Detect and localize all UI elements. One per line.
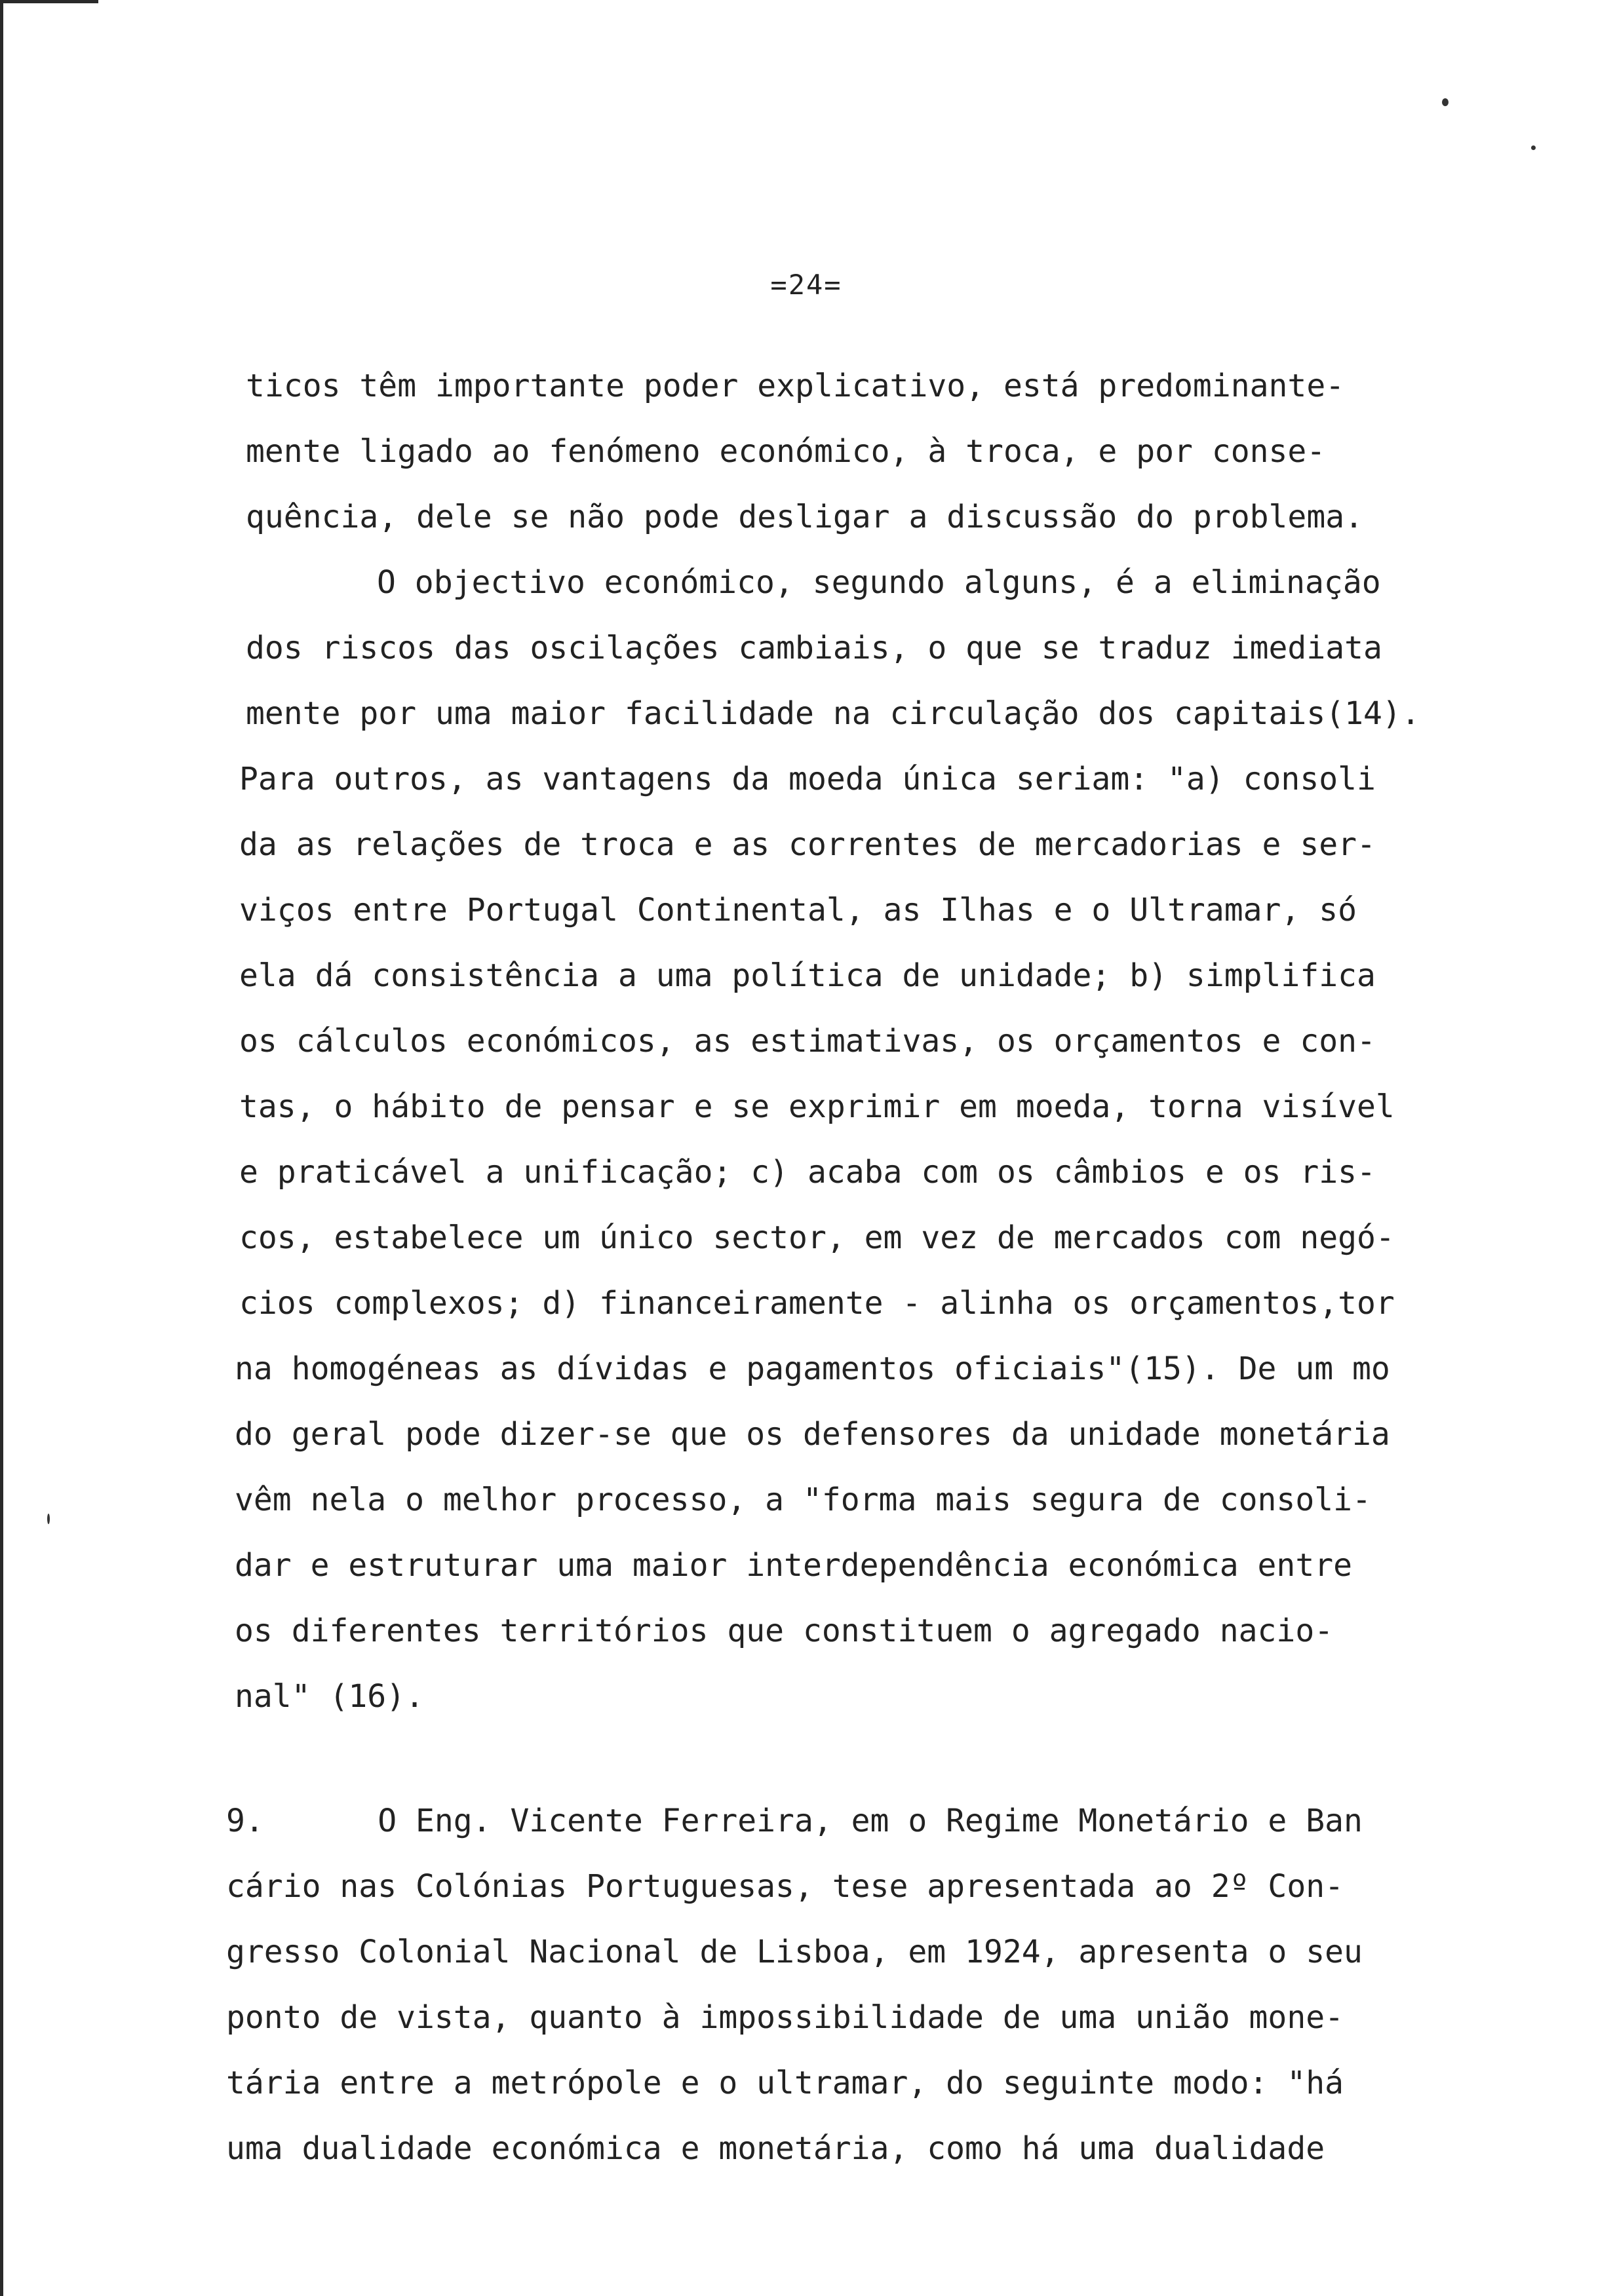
text-line: O objectivo económico, segundo alguns, é a eliminação (377, 564, 1381, 601)
scan-speck (1531, 145, 1536, 150)
text-line: dos riscos das oscilações cambiais, o que se traduz imediata (246, 630, 1382, 666)
text-line: os diferentes territórios que constituem o agregado nacio- (235, 1613, 1334, 1649)
text-line: tas, o hábito de pensar e se exprimir em moeda, torna visível (239, 1088, 1395, 1125)
text-line: gresso Colonial Nacional de Lisboa, em 1924, apresenta o seu (226, 1934, 1363, 1970)
text-line: nal" (16). (235, 1678, 424, 1715)
text-line: cos, estabelece um único sector, em vez de mercados com negó- (239, 1219, 1395, 1256)
scan-speck (1442, 98, 1449, 106)
scan-speck (47, 1514, 50, 1524)
text-line: mente ligado ao fenómeno económico, à troca, e por conse- (246, 433, 1326, 470)
text-line: cios complexos; d) financeiramente - alinha os orçamentos,tor (239, 1285, 1395, 1322)
text-line: mente por uma maior facilidade na circulação dos capitais(14). (246, 695, 1420, 732)
text-line: quência, dele se não pode desligar a discussão do problema. (246, 499, 1364, 535)
text-line: do geral pode dizer-se que os defensores da unidade monetária (235, 1416, 1390, 1453)
text-line: ela dá consistência a uma política de unidade; b) simplifica (239, 957, 1376, 994)
text-line: 9. O Eng. Vicente Ferreira, em o Regime Monetário e Ban (226, 1803, 1363, 1839)
text-line: Para outros, as vantagens da moeda única seriam: "a) consoli (239, 761, 1376, 797)
scan-border-top (0, 0, 98, 3)
text-line: e praticável a unificação; c) acaba com os câmbios e os ris- (239, 1154, 1376, 1191)
text-line: uma dualidade económica e monetária, como há uma dualidade (226, 2130, 1325, 2167)
text-line: ponto de vista, quanto à impossibilidade de uma união mone- (226, 1999, 1344, 2036)
text-line: os cálculos económicos, as estimativas, os orçamentos e con- (239, 1023, 1376, 1060)
text-line: na homogéneas as dívidas e pagamentos oficiais"(15). De um mo (235, 1350, 1390, 1387)
text-line: cário nas Colónias Portuguesas, tese apresentada ao 2º Con- (226, 1868, 1344, 1905)
text-line: viços entre Portugal Continental, as Ilhas e o Ultramar, só (239, 892, 1357, 928)
page-number: =24= (770, 269, 842, 301)
text-line: da as relações de troca e as correntes de mercadorias e ser- (239, 826, 1376, 863)
text-line: dar e estruturar uma maior interdependência económica entre (235, 1547, 1353, 1584)
scan-border-left (0, 0, 3, 2296)
text-line: ticos têm importante poder explicativo, está predominante- (246, 368, 1345, 404)
text-line: vêm nela o melhor processo, a "forma mais segura de consoli- (235, 1482, 1371, 1518)
text-line: tária entre a metrópole e o ultramar, do seguinte modo: "há (226, 2065, 1344, 2101)
